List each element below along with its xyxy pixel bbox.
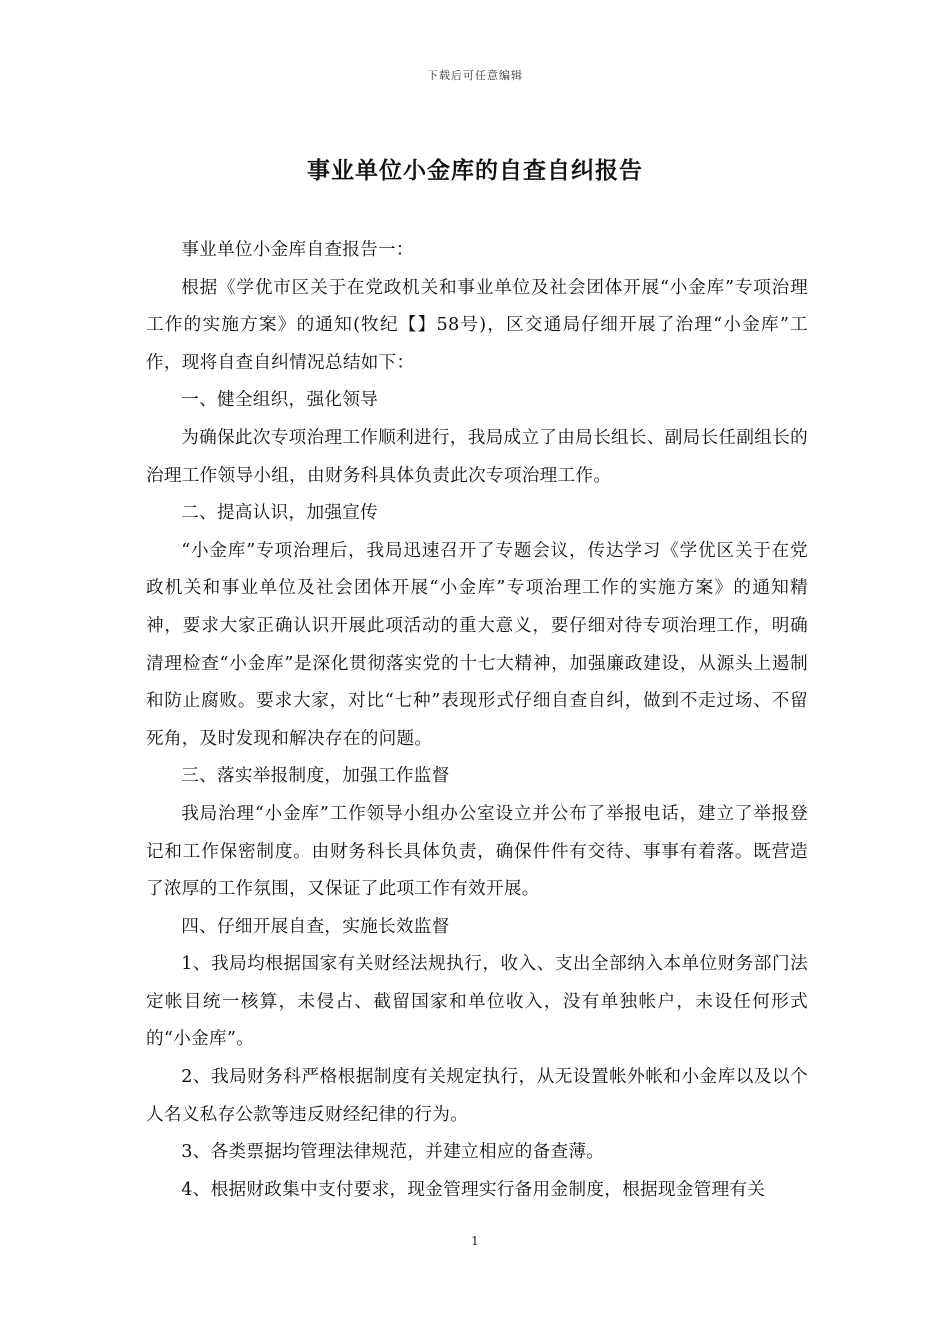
page-header-note: 下载后可任意编辑 — [427, 69, 523, 82]
paragraph: “小金库”专项治理后，我局迅速召开了专题会议，传达学习《学优区关于在党政机关和事业单位及社会团体开展“小金库”专项治理工作的实施方案》的通知精神，要求大家正确认识开展此项活动的重大意义，要仔细对待专项治理工作，明确清理检查“小金库”是深化贯彻落实党的十七大精神，加强廉政建设，从源头上遏制和防止腐败。要求大家，对比“七种”表现形式仔细自查自纠，做到不走过场、不留死角，及时发现和解决存在的问题。 — [146, 540, 808, 749]
list-item: 2、我局财务科严格根据制度有关规定执行，从无设置帐外帐和小金库以及以个人名义私存公款等违反财经纪律的行为。 — [146, 1067, 808, 1125]
paragraph: 根据《学优市区关于在党政机关和事业单位及社会团体开展“小金库”专项治理工作的实施方案》的通知(牧纪【】58号)，区交通局仔细开展了治理“小金库”工作，现将自查自纠情况总结如下： — [146, 277, 808, 373]
list-item: 3、各类票据均管理法律规范，并建立相应的备查薄。 — [181, 1142, 605, 1163]
document-title: 事业单位小金库的自查自纠报告 — [307, 158, 643, 184]
page-number: 1 — [471, 1234, 479, 1248]
section-heading: 一、健全组织，强化领导 — [181, 390, 379, 411]
section-heading: 四、仔细开展自查，实施长效监督 — [181, 916, 450, 937]
section-heading: 三、落实举报制度，加强工作监督 — [181, 766, 450, 787]
section-heading: 二、提高认识，加强宣传 — [181, 503, 379, 524]
list-item: 1、我局均根据国家有关财经法规执行，收入、支出全部纳入本单位财务部门法定帐目统一核算，未侵占、截留国家和单位收入，没有单独帐户，未设任何形式的“小金库”。 — [146, 954, 808, 1050]
paragraph: 为确保此次专项治理工作顺利进行，我局成立了由局长组长、副局长任副组长的治理工作领导小组，由财务科具体负责此次专项治理工作。 — [146, 427, 808, 486]
paragraph: 事业单位小金库自查报告一： — [181, 240, 414, 260]
paragraph: 我局治理“小金库”工作领导小组办公室设立并公布了举报电话，建立了举报登记和工作保密制度。由财务科长具体负责，确保件件有交待、事事有着落。既营造了浓厚的工作氛围，又保证了此项工作有效开展。 — [146, 803, 808, 900]
list-item: 4、根据财政集中支付要求，现金管理实行备用金制度，根据现金管理有关 — [181, 1179, 766, 1200]
document-body — [146, 232, 808, 1209]
